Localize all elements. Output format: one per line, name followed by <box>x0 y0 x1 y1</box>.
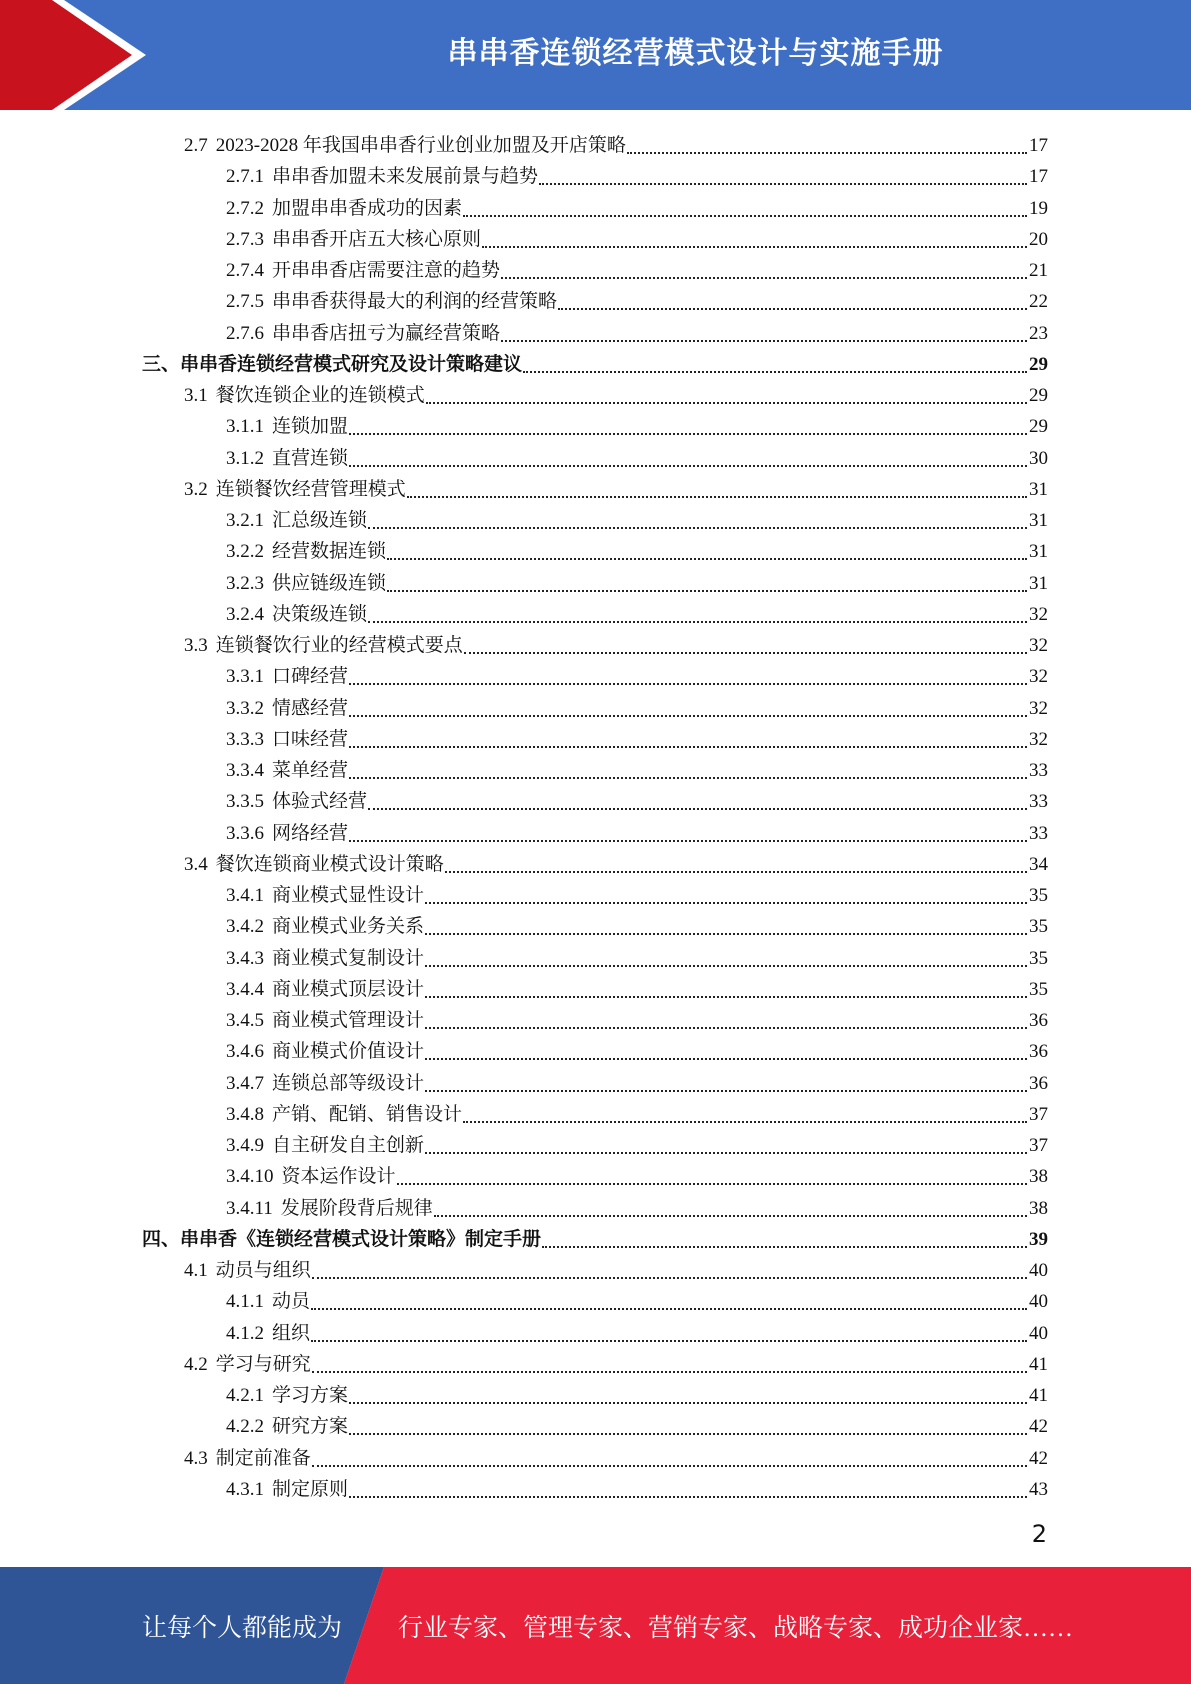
toc-dot-leader <box>425 1090 1027 1092</box>
toc-entry-page: 37 <box>1029 1135 1048 1156</box>
toc-entry-number: 2.7.4 <box>226 260 264 281</box>
toc-entry-number: 4.3 <box>184 1447 208 1469</box>
toc-entry[interactable] <box>184 627 1048 658</box>
toc-entry[interactable] <box>226 1127 1048 1158</box>
toc-dot-leader <box>349 715 1027 717</box>
toc-entry[interactable] <box>184 377 1048 408</box>
toc-dot-leader <box>425 902 1027 904</box>
toc-entry-number: 3.1 <box>184 385 208 406</box>
toc-entry-number: 3.2.4 <box>226 603 264 625</box>
toc-entry[interactable] <box>226 783 1048 814</box>
toc-entry-number: 3.3.3 <box>226 728 264 750</box>
toc-entry-page: 35 <box>1029 885 1048 906</box>
toc-dot-leader <box>387 558 1027 560</box>
page-footer <box>0 1567 1191 1684</box>
toc-entry-page: 32 <box>1029 728 1048 750</box>
toc-entry-number: 2.7.2 <box>226 197 264 219</box>
toc-entry-number: 2.7.5 <box>226 291 264 313</box>
toc-entry-title: 连锁餐饮行业的经营模式要点 <box>215 635 463 656</box>
toc-entry-number: 2.7 <box>184 135 208 156</box>
toc-entry-title: 情感经营 <box>272 697 349 719</box>
toc-entry-number: 3.3.1 <box>226 666 264 688</box>
toc-entry[interactable] <box>226 971 1048 1002</box>
toc-entry-title: 制定前准备 <box>215 1447 311 1469</box>
toc-entry[interactable] <box>226 440 1048 471</box>
toc-dot-leader <box>425 1027 1027 1029</box>
toc-entry-number: 3.1.2 <box>226 447 264 469</box>
toc-entry-title: 串串香加盟未来发展前景与趋势 <box>272 166 539 188</box>
toc-entry[interactable] <box>142 1221 1048 1252</box>
toc-entry-number: 2.7.6 <box>226 322 264 344</box>
toc-entry[interactable] <box>226 252 1048 283</box>
toc-entry-title: 加盟串串香成功的因素 <box>272 197 463 219</box>
toc-entry-page: 35 <box>1029 978 1048 1000</box>
toc-entry-page: 32 <box>1029 697 1048 719</box>
toc-entry-number: 3.4.7 <box>226 1072 264 1094</box>
toc-entry-page: 35 <box>1029 916 1048 938</box>
toc-entry[interactable] <box>226 1002 1048 1033</box>
toc-entry-number: 3.4.10 <box>226 1166 274 1188</box>
toc-entry-number: 3.2 <box>184 478 208 500</box>
toc-dot-leader <box>464 652 1027 654</box>
toc-entry-number: 3.1.1 <box>226 416 264 438</box>
toc-entry[interactable] <box>226 502 1048 533</box>
toc-entry[interactable] <box>226 658 1048 689</box>
toc-entry[interactable] <box>184 1440 1048 1471</box>
toc-entry[interactable] <box>226 1377 1048 1408</box>
toc-entry-title: 连锁总部等级设计 <box>272 1072 425 1094</box>
toc-dot-leader <box>434 1215 1027 1217</box>
toc-entry[interactable] <box>226 315 1048 346</box>
toc-dot-leader <box>312 1465 1027 1467</box>
toc-entry-page: 22 <box>1029 291 1048 313</box>
toc-dot-leader <box>445 871 1027 873</box>
toc-entry[interactable] <box>226 940 1048 971</box>
toc-entry[interactable] <box>184 846 1048 877</box>
toc-entry-page: 32 <box>1029 635 1048 656</box>
toc-entry-page: 40 <box>1029 1322 1048 1344</box>
toc-entry[interactable] <box>226 1408 1048 1439</box>
toc-entry-title: 研究方案 <box>272 1416 349 1438</box>
toc-entry-number: 3.2.1 <box>226 510 264 531</box>
toc-dot-leader <box>426 402 1027 404</box>
toc-entry-page: 23 <box>1029 322 1048 344</box>
toc-entry-page: 32 <box>1029 603 1048 625</box>
toc-dot-leader <box>368 621 1027 623</box>
toc-entry-number: 4.2.1 <box>226 1385 264 1406</box>
toc-entry-page: 41 <box>1029 1353 1048 1375</box>
toc-entry[interactable] <box>184 471 1048 502</box>
toc-entry-number: 3.4.2 <box>226 916 264 938</box>
toc-entry-title: 动员 <box>272 1291 311 1313</box>
toc-entry-title: 口味经营 <box>272 728 349 750</box>
toc-dot-leader <box>407 496 1027 498</box>
toc-entry[interactable] <box>184 1252 1048 1283</box>
toc-entry-number: 3.2.3 <box>226 572 264 594</box>
toc-entry[interactable] <box>226 1158 1048 1189</box>
toc-entry-title: 经营数据连锁 <box>272 541 387 563</box>
toc-entry[interactable] <box>226 1283 1048 1314</box>
page-number: 2 <box>1031 1520 1047 1548</box>
toc-entry-page: 36 <box>1029 1072 1048 1094</box>
toc-entry-page: 29 <box>1029 353 1048 375</box>
toc-entry[interactable] <box>226 221 1048 252</box>
toc-entry-title: 商业模式管理设计 <box>272 1010 425 1031</box>
toc-entry[interactable] <box>226 283 1048 314</box>
toc-entry[interactable] <box>184 1346 1048 1377</box>
toc-dot-leader <box>425 933 1027 935</box>
toc-entry[interactable] <box>226 190 1048 221</box>
toc-entry[interactable] <box>184 127 1048 158</box>
toc-entry-title: 四、串串香《连锁经营模式设计策略》制定手册 <box>142 1228 542 1250</box>
toc-entry-title: 供应链级连锁 <box>272 572 387 594</box>
toc-dot-leader <box>425 965 1027 967</box>
toc-entry[interactable] <box>226 1190 1048 1221</box>
toc-entry-page: 38 <box>1029 1166 1048 1188</box>
toc-entry[interactable] <box>226 1471 1048 1502</box>
toc-entry-page: 41 <box>1029 1385 1048 1406</box>
toc-dot-leader <box>501 277 1027 279</box>
toc-entry-number: 4.3.1 <box>226 1478 264 1500</box>
toc-entry-number: 4.1.2 <box>226 1322 264 1344</box>
toc-dot-leader <box>463 215 1027 217</box>
toc-entry-title: 汇总级连锁 <box>272 510 368 531</box>
toc-dot-leader <box>425 1058 1027 1060</box>
toc-dot-leader <box>349 433 1027 435</box>
toc-entry[interactable] <box>226 1033 1048 1064</box>
toc-entry-title: 口碑经营 <box>272 666 349 688</box>
toc-entry-title: 连锁加盟 <box>272 416 349 438</box>
toc-entry-title: 资本运作设计 <box>281 1166 396 1188</box>
toc-entry-page: 31 <box>1029 572 1048 594</box>
toc-dot-leader <box>349 777 1027 779</box>
toc-entry[interactable] <box>226 721 1048 752</box>
toc-dot-leader <box>312 1371 1027 1373</box>
toc-dot-leader <box>627 152 1027 154</box>
toc-entry-title: 三、串串香连锁经营模式研究及设计策略建议 <box>142 353 523 375</box>
toc-dot-leader <box>539 183 1027 185</box>
toc-entry-title: 商业模式价值设计 <box>272 1041 425 1063</box>
toc-entry-number: 3.4.8 <box>226 1103 264 1125</box>
toc-entry-title: 商业模式显性设计 <box>272 885 425 906</box>
toc-entry[interactable] <box>226 565 1048 596</box>
toc-entry-title: 发展阶段背后规律 <box>280 1197 433 1219</box>
toc-entry[interactable] <box>226 1065 1048 1096</box>
toc-entry-page: 42 <box>1029 1447 1048 1469</box>
toc-entry-number: 4.2 <box>184 1353 208 1375</box>
toc-dot-leader <box>425 1152 1027 1154</box>
toc-entry-number: 3.4.5 <box>226 1010 264 1031</box>
footer-slogan-right: 行业专家、管理专家、营销专家、战略专家、成功企业家…… <box>398 1614 1074 1642</box>
toc-entry-title: 产销、配销、销售设计 <box>272 1103 463 1125</box>
toc-entry-number: 3.4.4 <box>226 978 264 1000</box>
toc-entry-page: 37 <box>1029 1103 1048 1125</box>
toc-entry-page: 39 <box>1029 1228 1048 1250</box>
toc-dot-leader <box>425 996 1027 998</box>
toc-dot-leader <box>349 840 1027 842</box>
toc-dot-leader <box>349 1496 1027 1498</box>
toc-entry-title: 网络经营 <box>272 822 349 844</box>
toc-entry-page: 40 <box>1029 1291 1048 1313</box>
red-arrow-decoration <box>0 0 160 110</box>
toc-entry-page: 40 <box>1029 1260 1048 1281</box>
toc-entry-title: 动员与组织 <box>215 1260 311 1281</box>
toc-entry-title: 串串香获得最大的利润的经营策略 <box>272 291 558 313</box>
toc-dot-leader <box>349 1402 1027 1404</box>
toc-entry-number: 2.7.3 <box>226 228 264 250</box>
toc-dot-leader <box>463 1121 1027 1123</box>
toc-entry-number: 4.2.2 <box>226 1416 264 1438</box>
toc-entry-number: 3.4 <box>184 853 208 875</box>
toc-entry-page: 31 <box>1029 541 1048 563</box>
toc-entry-number: 3.2.2 <box>226 541 264 563</box>
toc-entry-title: 自主研发自主创新 <box>272 1135 425 1156</box>
document-title: 串串香连锁经营模式设计与实施手册 <box>447 36 944 71</box>
toc-entry-number: 3.3.5 <box>226 791 264 813</box>
page-header <box>0 0 1191 110</box>
toc-entry-title: 串串香店扭亏为赢经营策略 <box>272 322 501 344</box>
toc-dot-leader <box>482 246 1027 248</box>
toc-dot-leader <box>523 371 1027 373</box>
toc-dot-leader <box>349 1433 1027 1435</box>
toc-entry-page: 32 <box>1029 666 1048 688</box>
toc-entry-page: 43 <box>1029 1478 1048 1500</box>
toc-dot-leader <box>501 340 1027 342</box>
toc-entry-number: 3.3.6 <box>226 822 264 844</box>
toc-entry[interactable] <box>226 596 1048 627</box>
toc-entry-number: 4.1 <box>184 1260 208 1281</box>
toc-entry-page: 31 <box>1029 510 1048 531</box>
toc-entry-number: 3.4.9 <box>226 1135 264 1156</box>
toc-entry[interactable] <box>226 408 1048 439</box>
toc-entry-page: 36 <box>1029 1041 1048 1063</box>
toc-entry[interactable] <box>226 877 1048 908</box>
toc-entry[interactable] <box>226 908 1048 939</box>
toc-entry-number: 4.1.1 <box>226 1291 264 1313</box>
toc-entry-number: 3.4.3 <box>226 947 264 969</box>
toc-dot-leader <box>542 1246 1027 1248</box>
toc-entry[interactable] <box>226 158 1048 189</box>
toc-entry-number: 2.7.1 <box>226 166 264 188</box>
toc-entry-page: 30 <box>1029 447 1048 469</box>
toc-entry[interactable] <box>226 533 1048 564</box>
toc-entry-title: 2023-2028 年我国串串香行业创业加盟及开店策略 <box>215 135 626 156</box>
toc-entry-page: 17 <box>1029 135 1048 156</box>
toc-entry-page: 33 <box>1029 760 1048 781</box>
toc-entry-page: 19 <box>1029 197 1048 219</box>
toc-entry-title: 串串香开店五大核心原则 <box>272 228 482 250</box>
toc-dot-leader <box>311 1308 1027 1310</box>
toc-entry-title: 学习方案 <box>272 1385 349 1406</box>
toc-entry-number: 3.4.11 <box>226 1197 273 1219</box>
toc-dot-leader <box>387 590 1027 592</box>
toc-entry-page: 34 <box>1029 853 1048 875</box>
toc-entry-page: 35 <box>1029 947 1048 969</box>
toc-entry-page: 33 <box>1029 791 1048 813</box>
toc-entry-title: 体验式经营 <box>272 791 368 813</box>
toc-dot-leader <box>368 527 1027 529</box>
toc-entry-page: 29 <box>1029 416 1048 438</box>
toc-entry-page: 21 <box>1029 260 1048 281</box>
toc-entry-page: 29 <box>1029 385 1048 406</box>
toc-dot-leader <box>349 683 1027 685</box>
toc-entry-title: 商业模式顶层设计 <box>272 978 425 1000</box>
toc-dot-leader <box>558 308 1027 310</box>
toc-dot-leader <box>368 808 1027 810</box>
toc-entry-page: 20 <box>1029 228 1048 250</box>
toc-entry[interactable] <box>226 752 1048 783</box>
toc-entry-title: 组织 <box>272 1322 311 1344</box>
toc-entry-page: 42 <box>1029 1416 1048 1438</box>
toc-dot-leader <box>397 1183 1027 1185</box>
toc-entry-title: 餐饮连锁商业模式设计策略 <box>215 853 444 875</box>
toc-entry-title: 菜单经营 <box>272 760 349 781</box>
toc-dot-leader <box>349 746 1027 748</box>
toc-entry[interactable] <box>226 690 1048 721</box>
toc-entry-title: 餐饮连锁企业的连锁模式 <box>215 385 425 406</box>
toc-entry-page: 17 <box>1029 166 1048 188</box>
toc-entry-number: 3.3.4 <box>226 760 264 781</box>
toc-entry[interactable] <box>226 815 1048 846</box>
toc-entry-page: 33 <box>1029 822 1048 844</box>
toc-dot-leader <box>312 1277 1027 1279</box>
toc-dot-leader <box>349 465 1027 467</box>
toc-entry-title: 制定原则 <box>272 1478 349 1500</box>
toc-entry-title: 决策级连锁 <box>272 603 368 625</box>
toc-entry[interactable] <box>142 346 1048 377</box>
toc-entry-number: 3.4.1 <box>226 885 264 906</box>
toc-entry-number: 3.4.6 <box>226 1041 264 1063</box>
toc-entry-title: 开串串香店需要注意的趋势 <box>272 260 501 281</box>
toc-entry-title: 商业模式复制设计 <box>272 947 425 969</box>
toc-entry-page: 36 <box>1029 1010 1048 1031</box>
toc-entry-title: 商业模式业务关系 <box>272 916 425 938</box>
toc-entry-number: 3.3.2 <box>226 697 264 719</box>
footer-slogan-left: 让每个人都能成为 <box>142 1614 343 1642</box>
toc-entry-title: 直营连锁 <box>272 447 349 469</box>
toc-entry-page: 38 <box>1029 1197 1048 1219</box>
toc-dot-leader <box>311 1340 1027 1342</box>
toc-entry-title: 学习与研究 <box>215 1353 311 1375</box>
toc-entry-title: 连锁餐饮经营管理模式 <box>215 478 406 500</box>
toc-entry[interactable] <box>226 1096 1048 1127</box>
toc-entry[interactable] <box>226 1315 1048 1346</box>
toc-entry-page: 31 <box>1029 478 1048 500</box>
toc-entry-number: 3.3 <box>184 635 208 656</box>
